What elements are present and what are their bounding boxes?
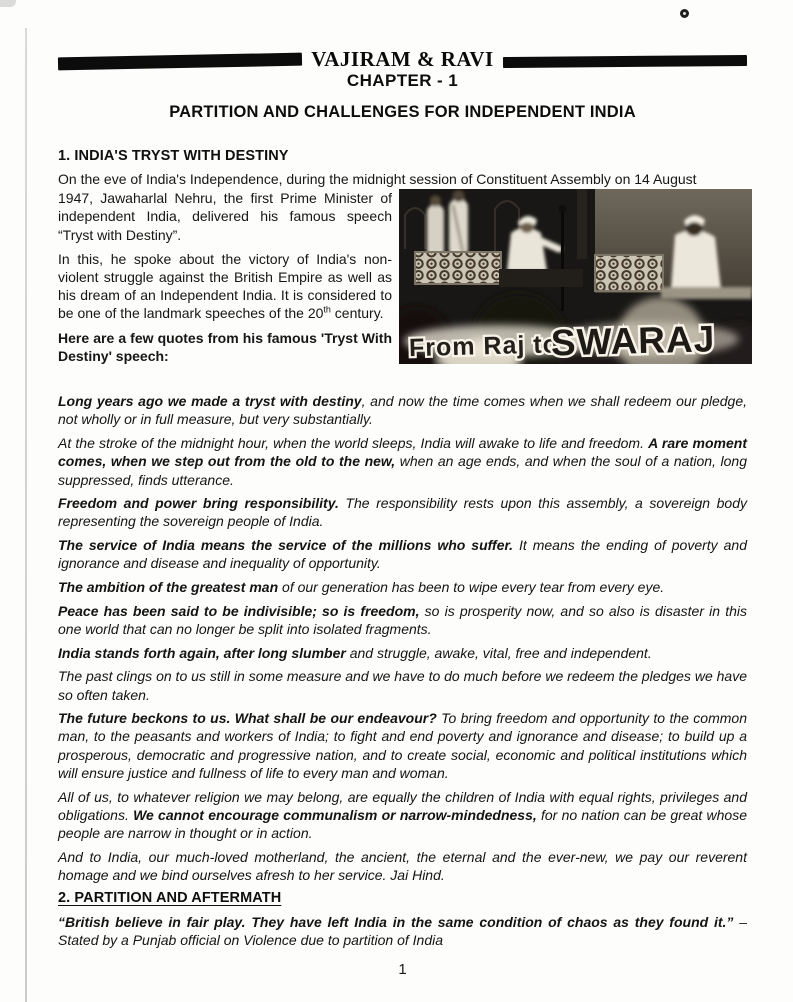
- speech-quote: India stands forth again, after long slumber and struggle, awake, vital, free and independent.: [58, 644, 652, 661]
- assembly-photo-graphic: [399, 189, 752, 364]
- header-rule-right: [503, 55, 747, 68]
- speech-description-paragraph: In this, he spoke about the victory of India's non-violent struggle against the British Empire as well as his dream of an Independent India. It is considered to be one of the landmark speeches of the 20th century.: [58, 250, 392, 322]
- microphone-stand: [561, 211, 564, 311]
- speech-quote: The future beckons to us. What shall be our endeavour? To bring freedom and opportunity to the common man, to the peasants and workers of India; to fight and end poverty and ignorance and disease; to build up a prosperous, democratic and progressive nation, and to create social, economic and political institutions which will ensure justice and fullness of life to every man and woman.: [58, 710, 747, 781]
- speech-quote: Long years ago we made a tryst with destiny, and now the time comes when we shall redeem our pledge, not wholly or in full measure, but very substantially.: [58, 393, 747, 428]
- intro-paragraph-rest: 1947, Jawaharlal Nehru, the first Prime Minister of independent India, delivered his famous speech “Tryst with Destiny”.: [58, 190, 392, 243]
- page-title: PARTITION AND CHALLENGES FOR INDEPENDENT INDIA: [169, 103, 636, 121]
- intro-first-line: On the eve of India's Independence, during the midnight session of Constituent Assembly on 14 August: [58, 171, 697, 187]
- scan-speck-artifact: [680, 9, 689, 18]
- partition-quote: “British believe in fair play. They have left India in the same condition of chaos as they found it.” –Stated by a Punjab official on Violence due to partition of India: [58, 914, 747, 949]
- photo-caption-large: SWARAJ: [550, 318, 716, 364]
- speech-quote: The ambition of the greatest man of our generation has been to wipe every tear from every eye.: [58, 579, 665, 596]
- photo-caption-small: From Raj to: [408, 330, 560, 363]
- speech-quote: All of us, to whatever religion we may belong, are equally the children of India with equal rights, privileges and obligations. We cannot encourage communalism or narrow-mindedness, for no nation can be great whose people are narrow in thought or in action.: [58, 788, 748, 841]
- page-number: 1: [398, 961, 407, 979]
- speech-quote: At the stroke of the midnight hour, when the world sleeps, India will awake to life and freedom. A rare moment comes, when we step out from the old to the new, when an age ends, and when the soul of a nation, long suppressed, finds utterance.: [58, 435, 747, 488]
- brand-header: [58, 47, 747, 71]
- header-rule-left: [58, 53, 303, 71]
- quotes-intro-heading: Here are a few quotes from his famous 'Tryst With Destiny' speech:: [58, 329, 392, 365]
- speech-quote: And to India, our much-loved motherland, the ancient, the eternal and the ever-new, we pay our reverent homage and we bind ourselves afresh to her service. Jai Hind.: [58, 848, 747, 883]
- left-text-column: [58, 189, 392, 366]
- chapter-heading: CHAPTER - 1: [346, 71, 459, 90]
- quotes-list: [58, 392, 747, 884]
- speech-quote: Freedom and power bring responsibility. The responsibility rests upon this assembly, a sovereign body representing the sovereign people of India.: [58, 495, 748, 530]
- section2-heading: 2. PARTITION AND AFTERMATH: [58, 890, 282, 907]
- brand-title: VAJIRAM & RAVI: [311, 47, 494, 71]
- speech-quote: The past clings on to us still in some measure and we have to do much before we redeem the pledges we have so often taken.: [58, 668, 747, 703]
- section1-heading: 1. INDIA'S TRYST WITH DESTINY: [58, 148, 289, 164]
- text-photo-row: [58, 189, 747, 385]
- speech-quote: The service of India means the service of the millions who suffer. It means the ending of poverty and ignorance and disease and inequality of opportunity.: [58, 537, 747, 572]
- scan-edge-artifact: [25, 28, 27, 1002]
- speech-quote: Peace has been said to be indivisible; so is freedom, so is prosperity now, and so also is disaster in this one world that can no longer be split into isolated fragments.: [58, 602, 747, 637]
- nehru-assembly-photo: [399, 189, 752, 364]
